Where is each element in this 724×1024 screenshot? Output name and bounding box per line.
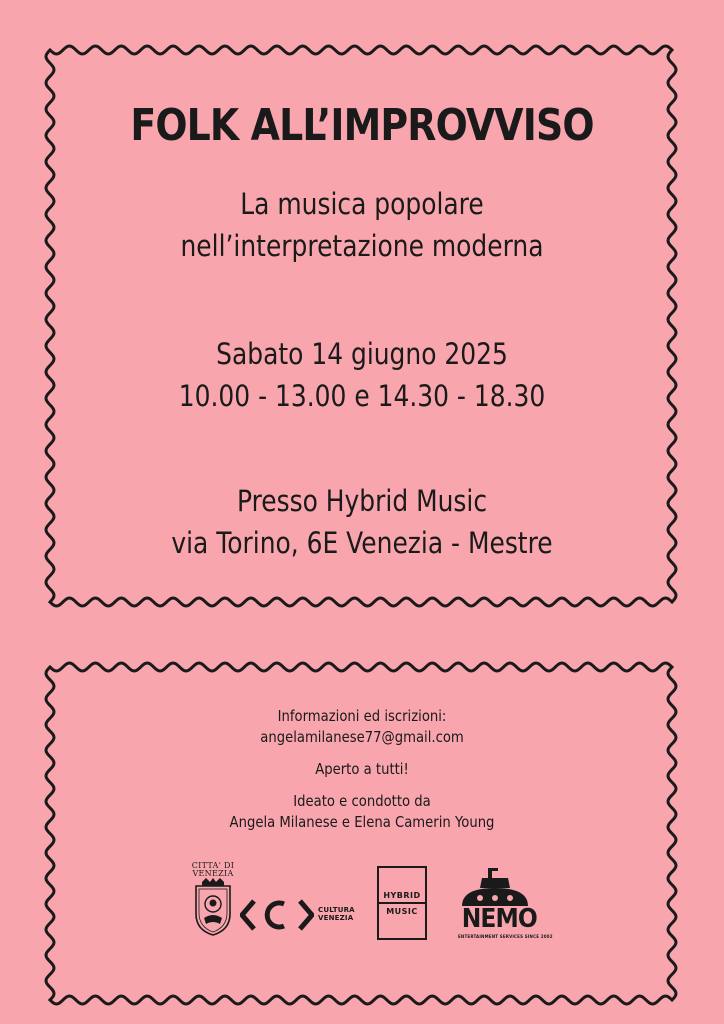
credit-line-2: Angela Milanese e Elena Camerin Young: [229, 813, 495, 831]
subtitle-line-2: nell’interpretazione moderna: [180, 229, 544, 263]
venue-line: Presso Hybrid Music: [236, 484, 488, 518]
info-label: Informazioni ed iscrizioni:: [277, 707, 447, 725]
hybrid-word: HYBRID: [383, 891, 421, 900]
music-word: MUSIC: [386, 907, 418, 916]
hybrid-divider: [379, 902, 425, 904]
submarine-icon: [458, 866, 532, 906]
nemo-tagline: ENTERTAINMENT SERVICES SINCE 2002: [458, 934, 553, 939]
citta-di-venezia-logo: [190, 862, 236, 942]
venezia-word: VENEZIA: [318, 914, 354, 922]
event-subtitle: [0, 183, 724, 267]
lion-shield-icon: [190, 878, 236, 936]
comune-name-line-1: CITTA' DI: [191, 861, 235, 870]
open-to-all: Aperto a tutti!: [315, 760, 409, 778]
event-title: FOLK ALL’IMPROVVISO: [130, 100, 594, 151]
time-line: 10.00 - 13.00 e 14.30 - 18.30: [178, 379, 546, 413]
hybrid-music-logo: [377, 866, 427, 940]
cultura-brackets-icon: [240, 895, 314, 935]
comune-name-line-2: VENEZIA: [192, 869, 234, 878]
cultura-word: CULTURA: [318, 906, 355, 914]
event-date: [0, 333, 724, 417]
info-section: [43, 706, 680, 833]
nemo-wordmark: NEMO: [461, 904, 537, 934]
contact-email[interactable]: angelamilanese77@gmail.com: [260, 728, 464, 746]
subtitle-line-1: La musica popolare: [240, 187, 484, 221]
cultura-venezia-logo: [240, 895, 355, 935]
address-line: via Torino, 6E Venezia - Mestre: [171, 526, 553, 560]
event-location: [0, 480, 724, 564]
date-line: Sabato 14 giugno 2025: [216, 337, 508, 371]
nemo-logo: [458, 866, 553, 944]
credit-line-1: Ideato e condotto da: [293, 792, 431, 810]
